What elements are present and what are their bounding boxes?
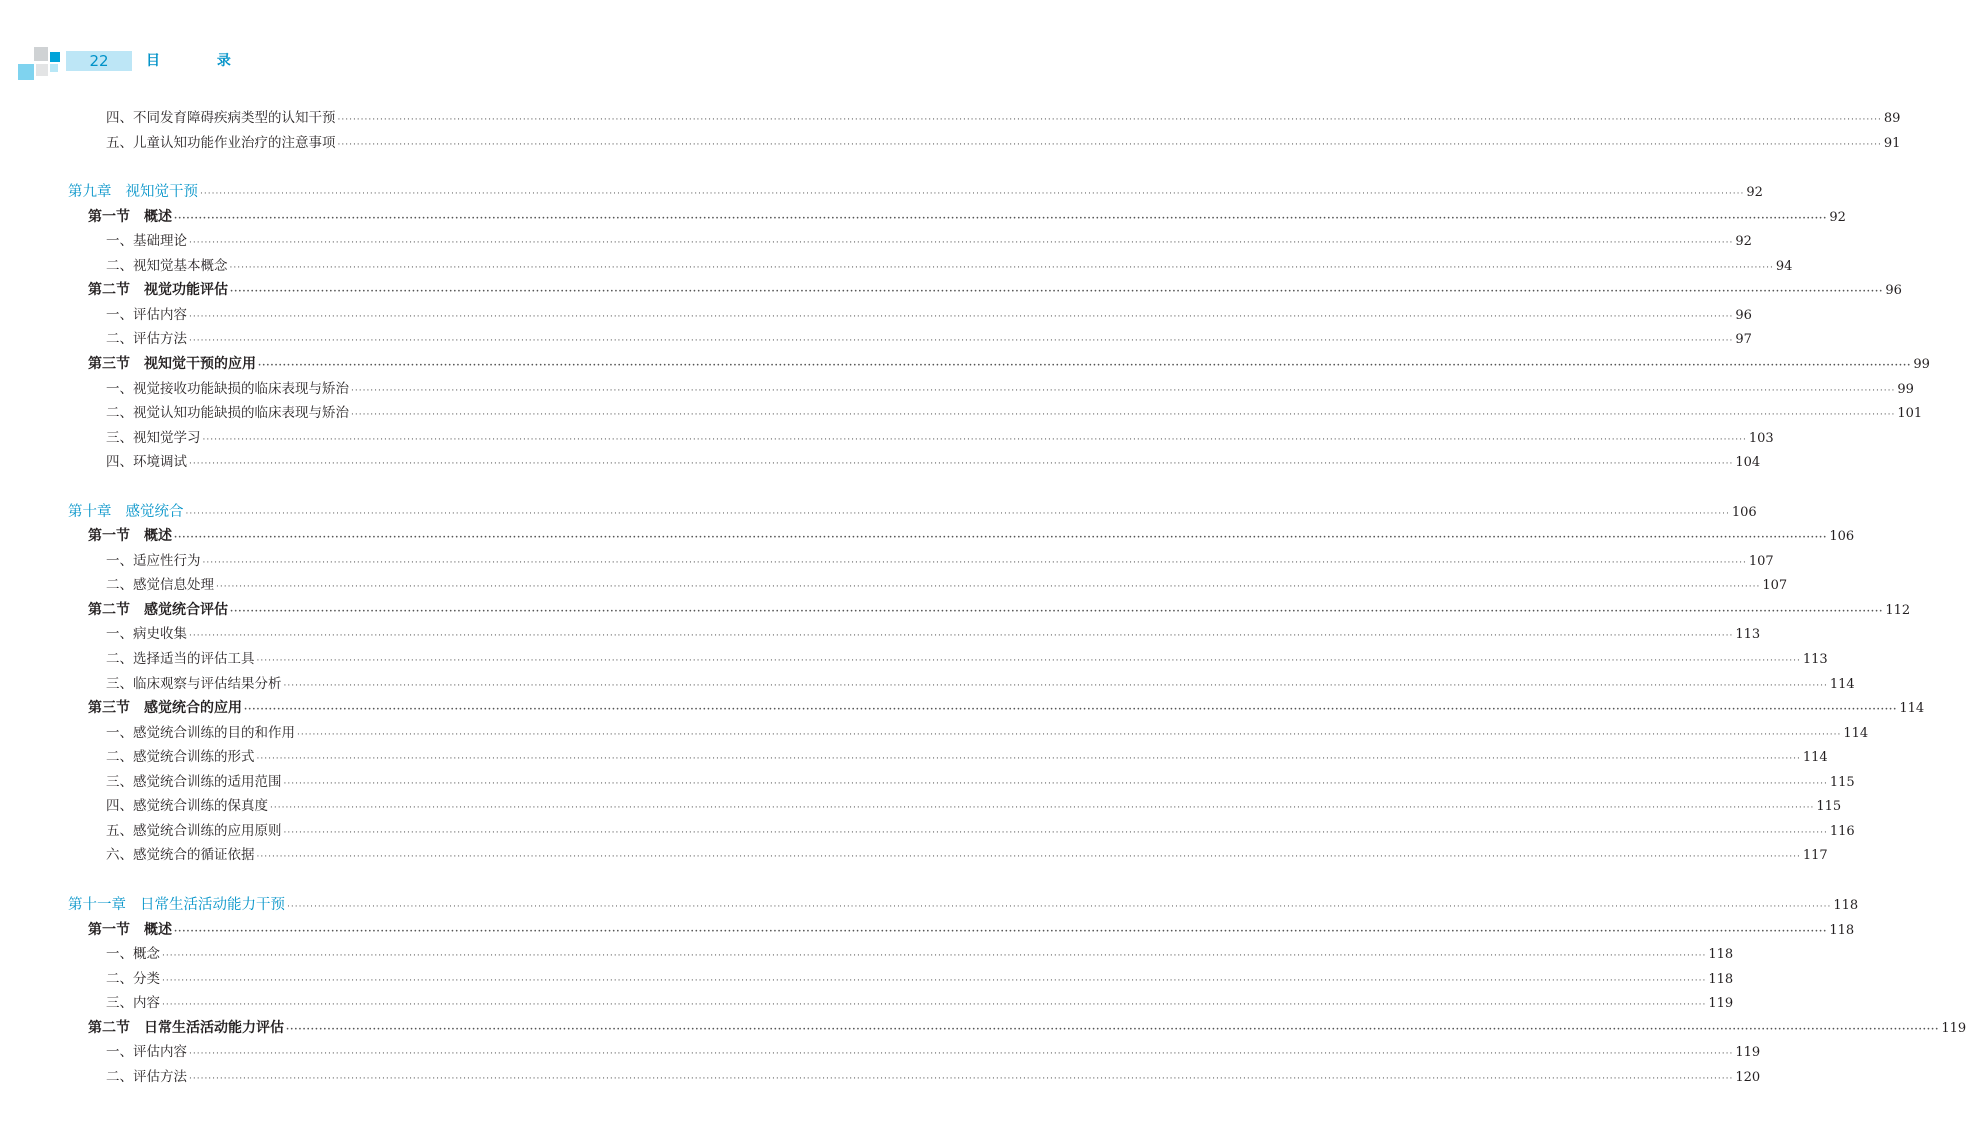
toc-entry-title: 一、适应性行为 [106,552,201,569]
dot-leader: ················································································································································································································································································································································································································ [200,189,1745,200]
toc-page-number: 114 [1802,750,1828,766]
toc-page-number: 107 [1762,578,1788,594]
toc-entry-title: 一、基础理论 [106,233,187,250]
toc-page-number: 119 [1735,1045,1761,1061]
toc-entry-label: 概述 [144,528,172,545]
toc-entry-label: 视知觉干预的应用 [144,355,256,372]
toc-page-number: 118 [1829,922,1855,938]
toc-item[interactable] [106,942,1734,966]
toc-chapter[interactable] [68,180,1763,204]
dot-leader: ················································································································································································································································································································································································································ [244,705,1898,716]
toc-entry-number: 第二节 [88,1019,130,1036]
toc-page-number: 106 [1829,529,1855,545]
toc-entry-title: 二、选择适当的评估工具 [106,651,255,667]
dot-leader: ················································································································································································································································································································································································································ [189,311,1734,322]
toc-section[interactable] [88,918,1855,942]
toc-entry-title: 二、视知觉基本概念 [106,257,228,274]
toc-page-number: 103 [1748,430,1774,446]
toc-item[interactable] [106,770,1855,794]
toc-entry-label: 概述 [144,208,172,225]
toc-entry-number: 第一节 [88,921,130,938]
decor-square [36,64,48,76]
toc-page-number: 119 [1941,1020,1966,1036]
toc-item[interactable] [106,549,1774,573]
toc-entry-number: 第十一章 [68,896,126,913]
decor-square [18,64,34,80]
decor-square [50,52,60,62]
toc-entry-label: 感觉统合的应用 [144,700,242,717]
dot-leader: ················································································································································································································································································································································································································ [287,901,1832,912]
toc-entry-number: 第二节 [88,601,130,618]
toc-entry-title: 二、评估方法 [106,331,187,348]
toc-page-number: 94 [1775,258,1793,274]
toc-entry-title: 一、概念 [106,946,160,963]
toc-entry-title: 一、评估内容 [106,1044,187,1061]
toc-entry-title [88,278,228,302]
toc-page-number: 89 [1883,111,1901,126]
toc-page-number: 114 [1843,725,1869,741]
toc-entry-title [88,205,172,229]
toc-item[interactable] [106,794,1842,818]
toc-section[interactable] [88,205,1846,229]
toc-entry-title: 三、内容 [106,995,160,1012]
toc-entry-number: 第一节 [88,528,130,545]
page-number: 22 [89,52,109,70]
toc-item[interactable] [106,1040,1761,1064]
dot-leader: ················································································································································································································································································································································································································ [189,336,1734,347]
toc-item[interactable] [106,672,1855,696]
toc-entry-label: 视知觉干预 [125,184,198,201]
toc-item[interactable] [106,377,1914,401]
toc-entry-title: 二、分类 [106,970,160,987]
toc-page-number: 118 [1833,897,1859,913]
toc-entry-title: 一、评估内容 [106,306,187,323]
dot-leader: ················································································································································································································································································································································································································ [189,1073,1734,1084]
toc-item[interactable] [106,426,1774,450]
toc-item[interactable] [106,401,1923,425]
toc-entry-title [88,918,172,942]
toc-entry-number: 第三节 [88,700,130,717]
toc-item[interactable] [106,991,1734,1015]
dot-leader: ················································································································································································································································································································································································································ [256,852,1801,863]
toc-page-number: 96 [1885,283,1902,299]
toc-page-number: 114 [1829,676,1855,692]
toc-entry-title: 三、感觉统合训练的适用范围 [106,773,282,790]
toc-entry-title: 二、感觉统合训练的形式 [106,749,255,766]
toc-chapter[interactable] [68,893,1859,917]
dot-leader: ················································································································································································································································································································································································································ [216,582,1761,593]
toc-section[interactable] [88,524,1855,548]
toc-entry-title: 三、视知觉学习 [106,429,201,446]
toc-item[interactable] [106,622,1761,646]
toc-item[interactable] [106,721,1869,745]
toc-entry-title: 四、感觉统合训练的保真度 [106,798,268,815]
toc-item[interactable] [106,106,1901,130]
toc-entry-title [88,598,228,622]
dot-leader: ················································································································································································································································································································································································································ [258,360,1912,371]
toc-entry-title: 二、视觉认知功能缺损的临床表现与矫治 [106,405,349,422]
toc-page-number: 104 [1735,455,1761,471]
toc-item[interactable] [106,303,1752,327]
dot-leader: ················································································································································································································································································································································································································ [256,656,1801,666]
toc-entry-title: 二、感觉信息处理 [106,577,214,594]
dot-leader: ················································································································································································································································································································································································································ [286,1024,1940,1035]
decor-square [50,64,58,72]
toc-entry-number: 第九章 [68,184,112,201]
toc-page-number: 118 [1708,971,1734,987]
toc-item[interactable] [106,1065,1761,1089]
page-header [0,0,800,90]
toc-entry-label: 概述 [144,921,172,938]
toc-entry-title: 四、环境调试 [106,454,187,471]
toc-entry-number: 第二节 [88,282,130,299]
dot-leader: ················································································································································································································································································································································································································ [337,115,1882,125]
dot-leader: ················································································································································································································································································································································································································ [256,754,1801,765]
toc-item[interactable] [106,647,1828,671]
dot-leader: ················································································································································································································································································································································································································ [283,778,1828,789]
toc-page-number: 96 [1735,307,1752,323]
toc-page-number: 91 [1883,135,1901,151]
dot-leader: ················································································································································································································································································································································································································ [162,951,1707,962]
decor-square [34,47,48,61]
dot-leader: ················································································································································································································································································································································································································ [189,459,1734,470]
toc-page-number: 112 [1885,602,1911,618]
dot-leader: ················································································································································································································································································································································································································ [185,508,1730,519]
toc-entry-title [88,524,172,548]
toc-page-number: 114 [1899,701,1925,717]
toc-page-number: 120 [1735,1069,1761,1085]
toc-entry-title: 一、病史收集 [106,626,187,643]
toc-page-number: 115 [1816,799,1842,815]
toc-page-number: 97 [1735,332,1752,348]
toc-page-number: 118 [1708,947,1734,963]
dot-leader: ················································································································································································································································································································································································································ [283,827,1828,838]
dot-leader: ················································································································································································································································································································································································································ [189,1049,1734,1060]
toc-page-number: 115 [1829,774,1855,790]
toc-entry-title [68,893,285,917]
toc-entry-title: 五、儿童认知功能作业治疗的注意事项 [106,134,336,151]
toc-chapter[interactable] [68,500,1757,524]
toc-page-number: 119 [1708,996,1734,1012]
toc-entry-title: 一、感觉统合训练的目的和作用 [106,724,295,741]
toc-page-number: 106 [1731,504,1757,520]
toc-page-number: 99 [1913,356,1930,372]
toc-entry-label: 视觉功能评估 [144,282,228,299]
toc-entry-title [88,1016,284,1040]
toc-section[interactable] [88,352,1930,376]
toc-item[interactable] [106,131,1901,155]
dot-leader: ················································································································································································································································································································································································································ [174,926,1828,937]
toc-entry-number: 第十章 [68,503,112,520]
toc-item[interactable] [106,745,1828,769]
toc-section[interactable] [88,1016,1966,1040]
toc-entry-label: 感觉统合 [125,503,184,520]
dot-leader: ················································································································································································································································································································································································································ [162,975,1707,986]
dot-leader: ················································································································································································································································································································································································································ [283,680,1828,691]
toc-entry-label: 日常生活活动能力干预 [140,896,285,913]
toc-item[interactable] [106,843,1828,867]
toc-entry-number: 第三节 [88,355,130,372]
toc-page-number: 117 [1802,848,1828,864]
toc-item[interactable] [106,967,1734,991]
toc-page-number: 101 [1897,406,1923,422]
running-title: 目 录 [146,53,257,69]
toc-entry-title [68,180,198,204]
dot-leader: ················································································································································································································································································································································································································ [189,631,1734,642]
toc-entry-title: 六、感觉统合的循证依据 [106,847,255,864]
toc-page-number: 92 [1829,209,1846,225]
toc-entry-title: 二、评估方法 [106,1068,187,1085]
toc-entry-number: 第一节 [88,208,130,225]
dot-leader: ················································································································································································································································································································································································································ [189,238,1734,249]
dot-leader: ················································································································································································································································································································································································································ [229,262,1774,273]
toc-entry-title [88,696,242,720]
dot-leader: ················································································································································································································································································································································································································ [230,287,1884,298]
toc-page-number: 99 [1897,381,1914,397]
toc-page-number: 116 [1829,823,1855,839]
toc-page-number: 107 [1748,553,1774,569]
toc-section[interactable] [88,696,1925,720]
toc-entry-title: 一、视觉接收功能缺损的临床表现与矫治 [106,380,349,397]
toc-entry-title: 三、临床观察与评估结果分析 [106,675,282,692]
dot-leader: ················································································································································································································································································································································································································ [174,533,1828,544]
dot-leader: ················································································································································································································································································································································································································ [270,803,1815,814]
dot-leader: ················································································································································································································································································································································································································ [162,1000,1707,1011]
toc-item[interactable] [106,327,1752,351]
toc-item[interactable] [106,229,1752,253]
toc-entry-title: 五、感觉统合训练的应用原则 [106,822,282,839]
toc-entry-label: 日常生活活动能力评估 [144,1019,284,1036]
toc-entry-title: 四、不同发育障碍疾病类型的认知干预 [106,110,336,126]
toc-page-number: 113 [1802,652,1828,667]
toc-page-number: 92 [1735,234,1752,250]
dot-leader: ················································································································································································································································································································································································································ [337,139,1882,150]
toc-entry-label: 感觉统合评估 [144,601,228,618]
dot-leader: ················································································································································································································································································································································································································ [230,606,1884,617]
toc-entry-title [88,352,256,376]
dot-leader: ················································································································································································································································································································································································································ [202,557,1747,568]
toc-section[interactable] [88,598,1911,622]
dot-leader: ················································································································································································································································································································································································································ [202,434,1747,445]
dot-leader: ················································································································································································································································································································································································································ [174,213,1828,224]
toc-item[interactable] [106,573,1788,597]
toc-page-number: 113 [1735,627,1761,643]
toc-item[interactable] [106,450,1761,474]
dot-leader: ················································································································································································································································································································································································································ [351,410,1896,421]
toc-entry-title [68,500,184,524]
dot-leader: ················································································································································································································································································································································································································ [351,385,1896,396]
dot-leader: ················································································································································································································································································································································································································ [297,729,1842,740]
toc-section[interactable] [88,278,1902,302]
toc-item[interactable] [106,254,1793,278]
toc-page-number: 92 [1746,185,1763,201]
toc-item[interactable] [106,819,1855,843]
